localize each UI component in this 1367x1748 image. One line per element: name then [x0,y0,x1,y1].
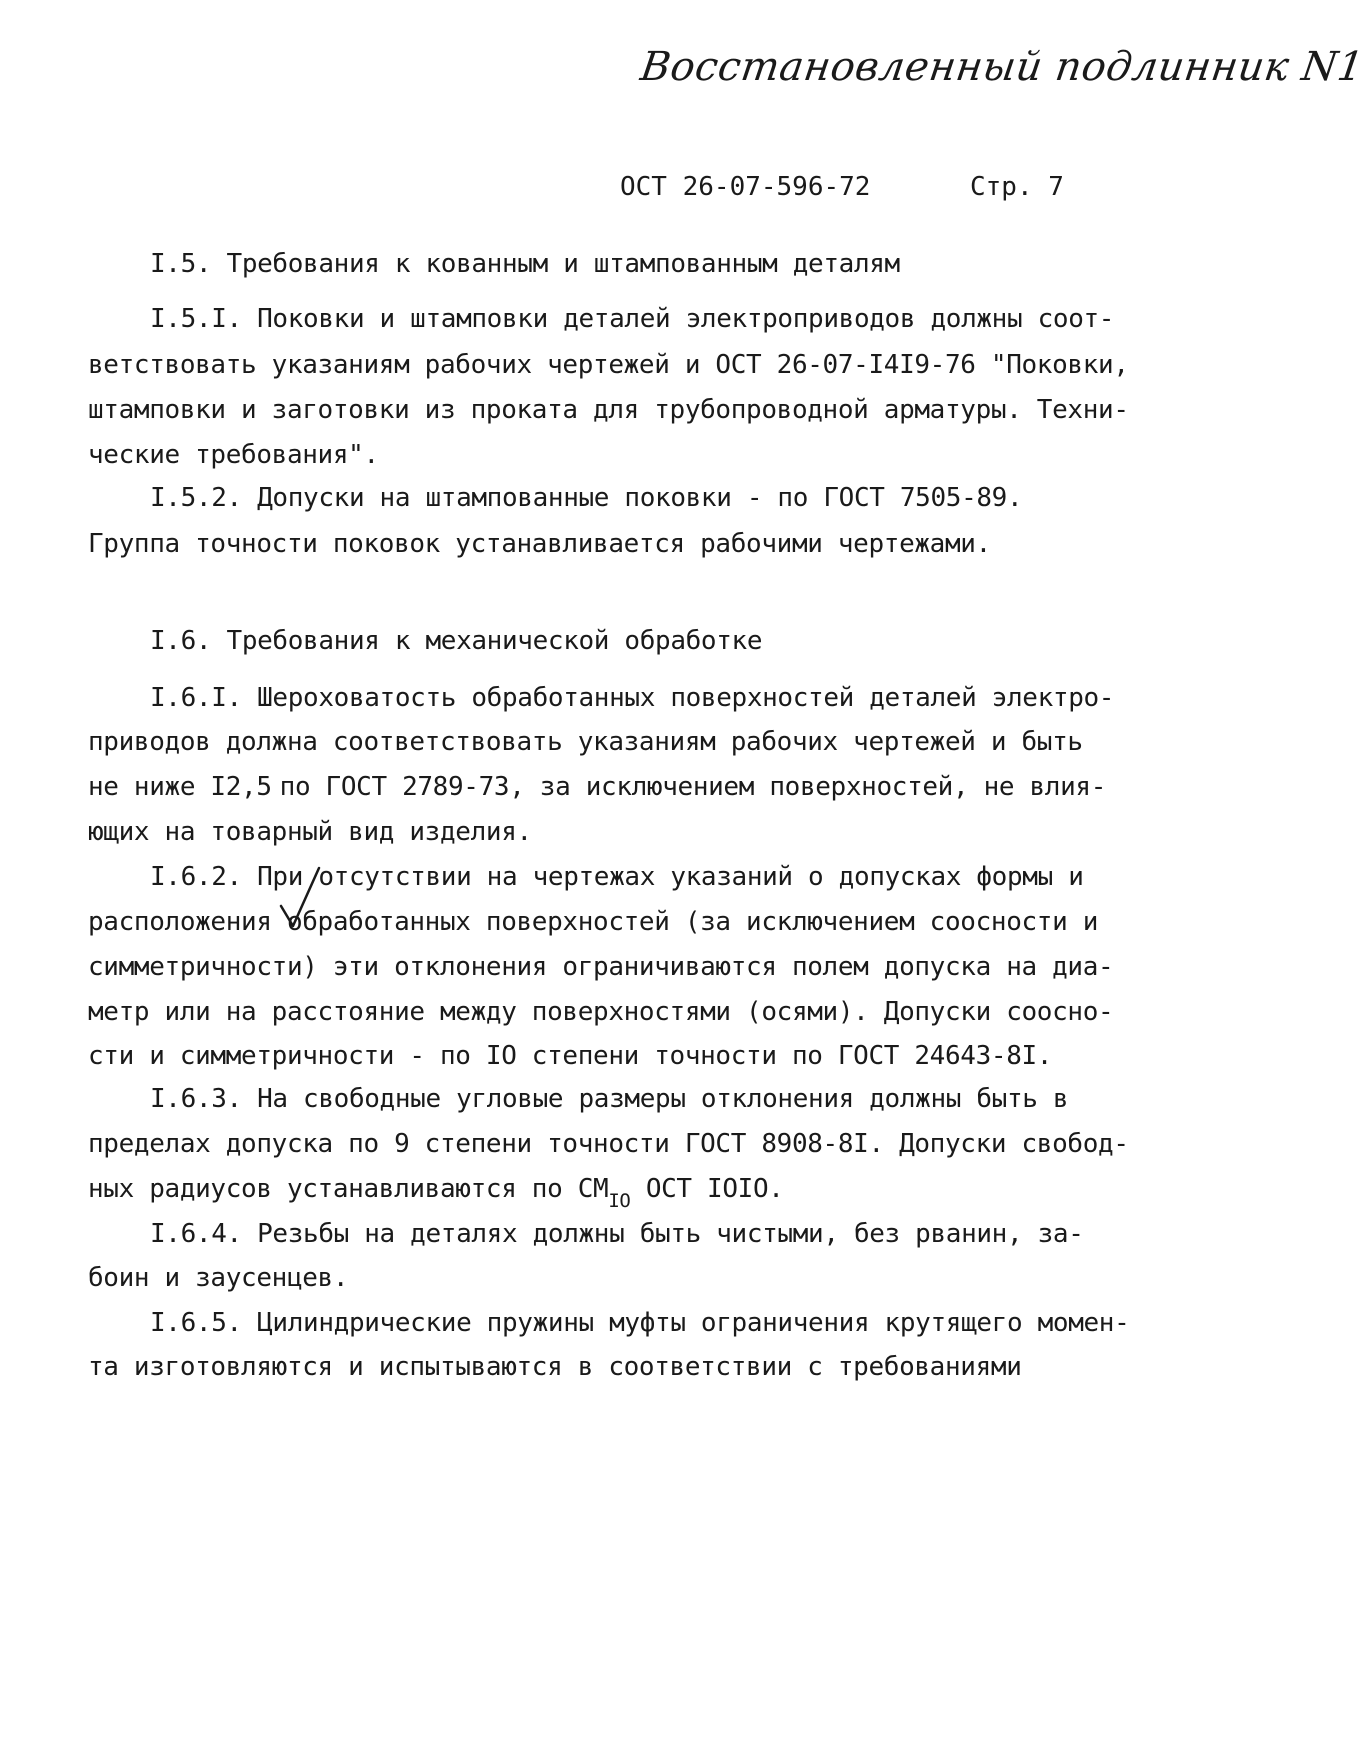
paragraph-line: боин и заусенцев. [88,1263,349,1293]
paragraph-line: симметричности) эти отклонения ограничиваются полем допуска на диа- [88,952,1114,982]
paragraph-line: метр или на расстояние между поверхностями (осями). Допуски соосно- [88,997,1114,1027]
paragraph-line: I.6.4. Резьбы на деталях должны быть чистыми, без рванин, за- [150,1219,1084,1249]
restored-original-stamp: Восстановленный подлинник N1 [637,44,1367,90]
paragraph-line: приводов должна соответствовать указаниям рабочих чертежей и быть [88,727,1083,757]
paragraph-line: сти и симметричности - по IО степени точности по ГОСТ 24643-8I. [88,1041,1053,1071]
paragraph-line: I.6.3. На свободные угловые размеры отклонения должны быть в [150,1084,1069,1114]
paragraph-line: I.6.5. Цилиндрические пружины муфты ограничения крутящего момен- [150,1308,1130,1338]
paragraph-line: расположения обработанных поверхностей (за исключением соосности и [88,907,1099,937]
roughness-value: не ниже I2,5 [88,772,272,802]
paragraph-line: I.6.I. Шероховатость обработанных поверхностей деталей электро- [150,683,1115,713]
paragraph-line: та изготовляются и испытываются в соответствии с требованиями [88,1352,1022,1382]
paragraph-line: I.6.2. При отсутствии на чертежах указаний о допусках формы и [150,862,1084,892]
paragraph-line: ющих на товарный вид изделия. [88,817,532,847]
page-number: Стр. 7 [970,172,1064,202]
subscript-index: IО [608,1190,631,1212]
section-heading-1-5: I.5. Требования к кованным и штампованным деталям [150,249,900,279]
paragraph-line: I.5.I. Поковки и штамповки деталей электроприводов должны соот- [150,304,1115,334]
paragraph-line: I.5.2. Допуски на штампованные поковки - по ГОСТ 7505-89. [150,483,1023,513]
paragraph-line-rest: по ГОСТ 2789-73, за исключением поверхностей, не влия- [279,772,1107,802]
paragraph-line [88,770,1106,804]
paragraph-line: штамповки и заготовки из проката для трубопроводной арматуры. Техни- [88,395,1129,425]
paragraph-line: ветствовать указаниям рабочих чертежей и ОСТ 26-07-I4I9-76 "Поковки, [88,350,1129,380]
page-header [620,172,1064,202]
paragraph-line: Группа точности поковок устанавливается рабочими чертежами. [88,529,991,559]
paragraph-line: пределах допуска по 9 степени точности ГОСТ 8908-8I. Допуски свобод- [88,1129,1129,1159]
paragraph-line: ческие требования". [88,440,379,470]
document-code: ОСТ 26-07-596-72 [620,172,871,202]
paragraph-line [88,1172,784,1212]
section-heading-1-6: I.6. Требования к механической обработке [150,626,763,656]
paragraph-line-end: ОСТ IОIО. [630,1174,784,1204]
paragraph-line-start: ных радиусов устанавливаются по СМ [88,1174,609,1204]
